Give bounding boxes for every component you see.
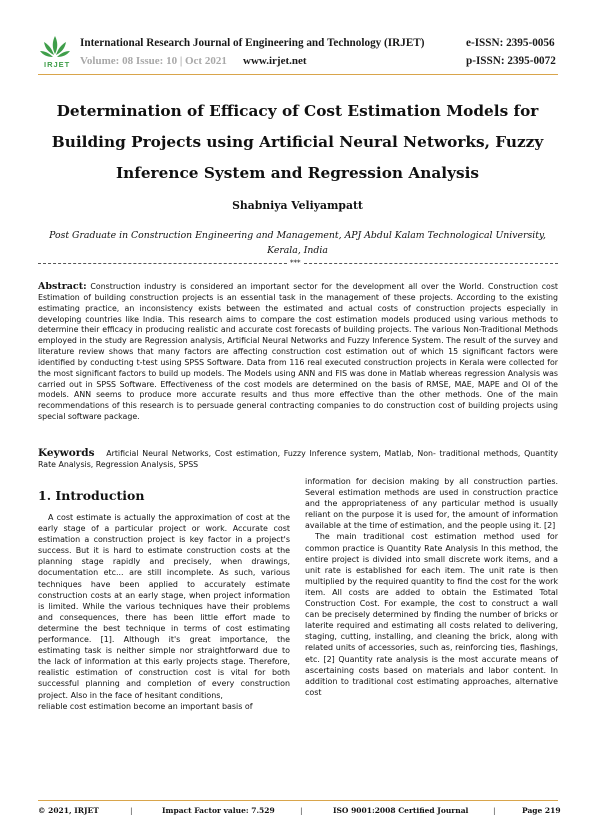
paper-author: Shabniya Veliyampatt (232, 199, 363, 212)
body-paragraph: reliable cost estimation become an important basis of (38, 701, 253, 711)
p-issn: p-ISSN: 2395-0072 (466, 55, 556, 67)
volume-issue: Volume: 08 Issue: 10 | Oct 2021 (80, 55, 227, 67)
footer-copyright: © 2021, IRJET (38, 806, 99, 815)
keywords-label: Keywords (38, 447, 95, 459)
footer-separator: | (300, 806, 303, 815)
logo-text: IRJET (44, 60, 71, 69)
keywords-text: Artificial Neural Networks, Cost estimation, Fuzzy Inference system, Matlab, Non- traditional methods, Quantity Rate Analysis, Regression Analysis, SPSS (38, 449, 559, 469)
paper-title: Determination of Efficacy of Cost Estimation Models for Building Projects using Artificial Neural Networks, Fuzzy Inference System and Regression Analysis (51, 102, 544, 182)
footer-divider (38, 800, 558, 801)
body-paragraph: A cost estimate is actually the approximation of cost at the early stage of a particular project or work. Accurate cost estimation a construction project is key factor in a project's success. But it is hard to estimate construction costs at the planning stage rapidly and precisely, when drawings, documentation etc... are still incomplete. As such, various techniques have been applied to accurately estimate construction costs at an early stage, when project information is limited. While the various techniques have their problems and consequences, there has been little effort made to determine the best technique in terms of cost estimating performance. [1]. Although it's great importance, the estimating task is neither simple nor straightforward due to the lack of information at this early projects stage. Therefore, realistic estimation of construction cost is vital for both successful planning and completion of every construction project. Also in the face of hesitant conditions, (38, 513, 290, 700)
footer-separator: | (130, 806, 133, 815)
abstract-label: Abstract: (38, 281, 87, 292)
header-divider (38, 74, 558, 75)
left-column (38, 512, 290, 712)
abstract-text: Construction industry is considered an important sector for the development all over the World. Construction cost Estimation of building construction projects is an essential task in the management of these projects. According to the existing estimating practice, an inconsistency exists between the estimated and actual costs of construction projects especially in developing countries like India. This research aims to compare the cost estimation models produced using various methods to determine their efficacy in producing realistic and accurate cost forecasts of building projects. The various Non-Traditional Methods employed in the study are Regression analysis, Artificial Neural Networks and Fuzzy Inference System. The result of the survey and literature review shows that many factors are affecting construction cost estimation out of which 15 significant factors were identified by conducting t-test using SPSS Software. Data from 116 real executed construction projects in Kerala were collected for the most significant factors to build up models. The Models using ANN and FIS was done in Matlab whereas regression Analysis was carried out in SPSS Software. Effectiveness of the cost models are determined on the basis of RMSE, MAE, MAPE and OI of the models. ANN seems to produce more accurate results and thus more effective than the other methods. One of the main recommendations of this research is to persuade general contracting companies to do construction cost of building projects using special software package. (38, 282, 559, 422)
footer-separator: | (493, 806, 496, 815)
page-header (0, 0, 595, 74)
right-column (305, 476, 558, 698)
author-affiliation: Post Graduate in Construction Engineering and Management, APJ Abdul Kalam Technological University, Kerala, India (49, 230, 546, 256)
abstract (38, 282, 558, 423)
e-issn: e-ISSN: 2395-0056 (466, 37, 555, 49)
divider-mark: *** (290, 259, 301, 267)
body-paragraph: The main traditional cost estimation method used for common practice is Quantity Rate Analysis In this method, the entire project is divided into small discrete work items, and a unit rate is established for each item. The unit rate is then multiplied by the required quantity to find the cost for the work item. All costs are added to obtain the Estimated Total Construction Cost. For example, the cost to construct a wall can be precisely determined by finding the number of bricks or laterite required and estimating all costs related to delivering, staging, cutting, installing, and cleaning the brick, along with related units of accessories, such as, reinforcing ties, flashings, etc. [2] Quantity rate analysis is the most accurate means of ascertaining costs based on materials and labor content. In addition to traditional cost estimating approaches, alternative cost (305, 532, 558, 697)
section-divider (38, 258, 558, 268)
body-paragraph: information for decision making by all construction parties. Several estimation methods are used in construction practice and the appropriateness of any particular method is usually reliant on the purpose it is used for, the amount of information available at the time of estimation, and the people using it. [2] (305, 477, 558, 531)
footer-impact-factor: Impact Factor value: 7.529 (162, 806, 275, 815)
section-heading-introduction: 1. Introduction (38, 488, 145, 503)
keywords (38, 448, 558, 470)
footer-page-number: Page 219 (522, 806, 561, 815)
journal-website: www.irjet.net (243, 55, 307, 67)
journal-name: International Research Journal of Engineering and Technology (IRJET) (80, 37, 425, 49)
footer-iso: ISO 9001:2008 Certified Journal (333, 806, 469, 815)
